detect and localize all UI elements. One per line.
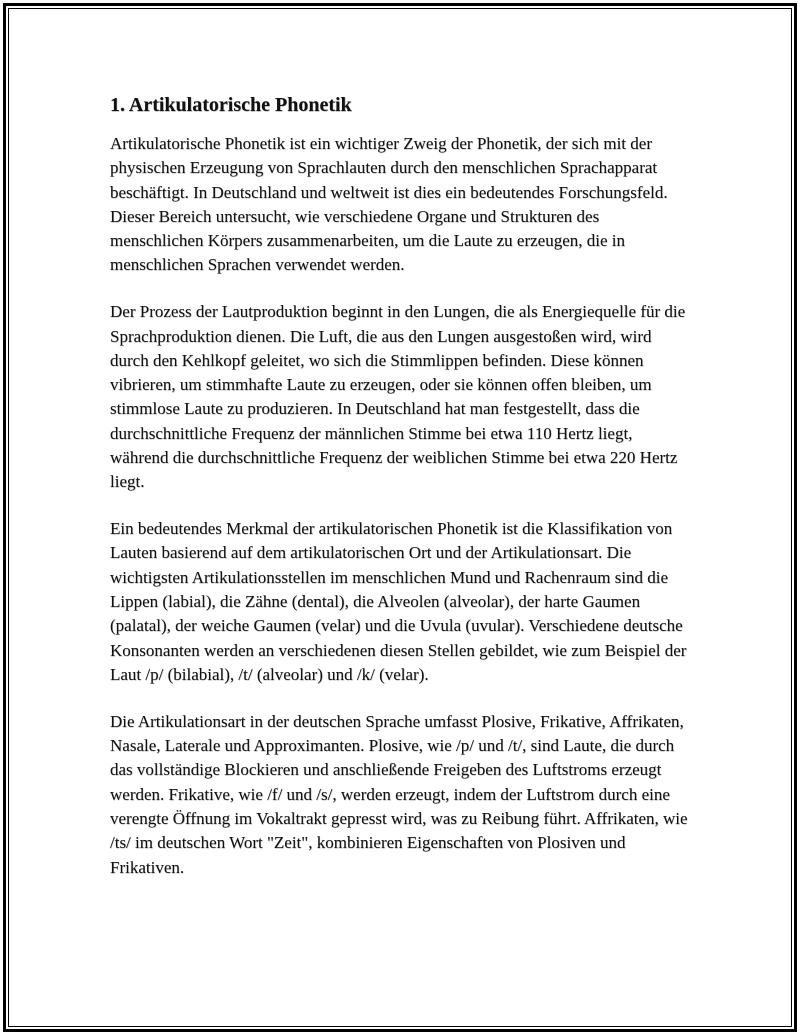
paragraph-3: Ein bedeutendes Merkmal der artikulatorischen Phonetik ist die Klassifikation von Lauten basierend auf dem artikulatorischen Ort und der Artikulationsart. Die wichtigsten Artikulationsstellen im menschlichen Mund und Rachenraum sind die Lippen (labial), die Zähne (dental), die Alveolen (alveolar), der harte Gaumen (palatal), der weiche Gaumen (velar) und die Uvula (uvular). Verschiedene deutsche Konsonanten werden an verschiedenen diesen Stellen gebildet, wie zum Beispiel der Laut /p/ (bilabial), /t/ (alveolar) und /k/ (velar).	[110, 519, 687, 684]
paragraph-2: Der Prozess der Lautproduktion beginnt in den Lungen, die als Energiequelle für die Sprachproduktion dienen. Die Luft, die aus den Lungen ausgestoßen wird, wird durch den Kehlkopf geleitet, wo sich die Stimmlippen befinden. Diese können vibrieren, um stimmhafte Laute zu erzeugen, oder sie können offen bleiben, um stimmlose Laute zu produzieren. In Deutschland hat man festgestellt, dass die durchschnittliche Frequenz der männlichen Stimme bei etwa 110 Hertz liegt, während die durchschnittliche Frequenz der weiblichen Stimme bei etwa 220 Hertz liegt.	[110, 302, 686, 492]
paragraph-1: Artikulatorische Phonetik ist ein wichtiger Zweig der Phonetik, der sich mit der physischen Erzeugung von Sprachlauten durch den menschlichen Sprachapparat beschäftigt. In Deutschland und weltweit ist dies ein bedeutendes Forschungsfeld. Dieser Bereich untersucht, wie verschiedene Organe und Strukturen des menschlichen Körpers zusammenarbeiten, um die Laute zu erzeugen, die in menschlichen Sprachen verwendet werden.	[110, 134, 668, 275]
section-title: 1. Artikulatorische Phonetik	[110, 94, 352, 116]
paragraph-4: Die Artikulationsart in der deutschen Sprache umfasst Plosive, Frikative, Affrikaten, Nasale, Laterale und Approximanten. Plosive, wie /p/ und /t/, sind Laute, die durch das vollständige Blockieren und anschließende Freigeben des Luftstroms erzeugt werden. Frikative, wie /f/ und /s/, werden erzeugt, indem der Luftstrom durch eine verengte Öffnung im Vokaltrakt gepresst wird, was zu Reibung führt. Affrikaten, wie /ts/ im deutschen Wort "Zeit", kombinieren Eigenschaften von Plosiven und Frikativen.	[110, 711, 688, 877]
document-body	[110, 92, 690, 902]
